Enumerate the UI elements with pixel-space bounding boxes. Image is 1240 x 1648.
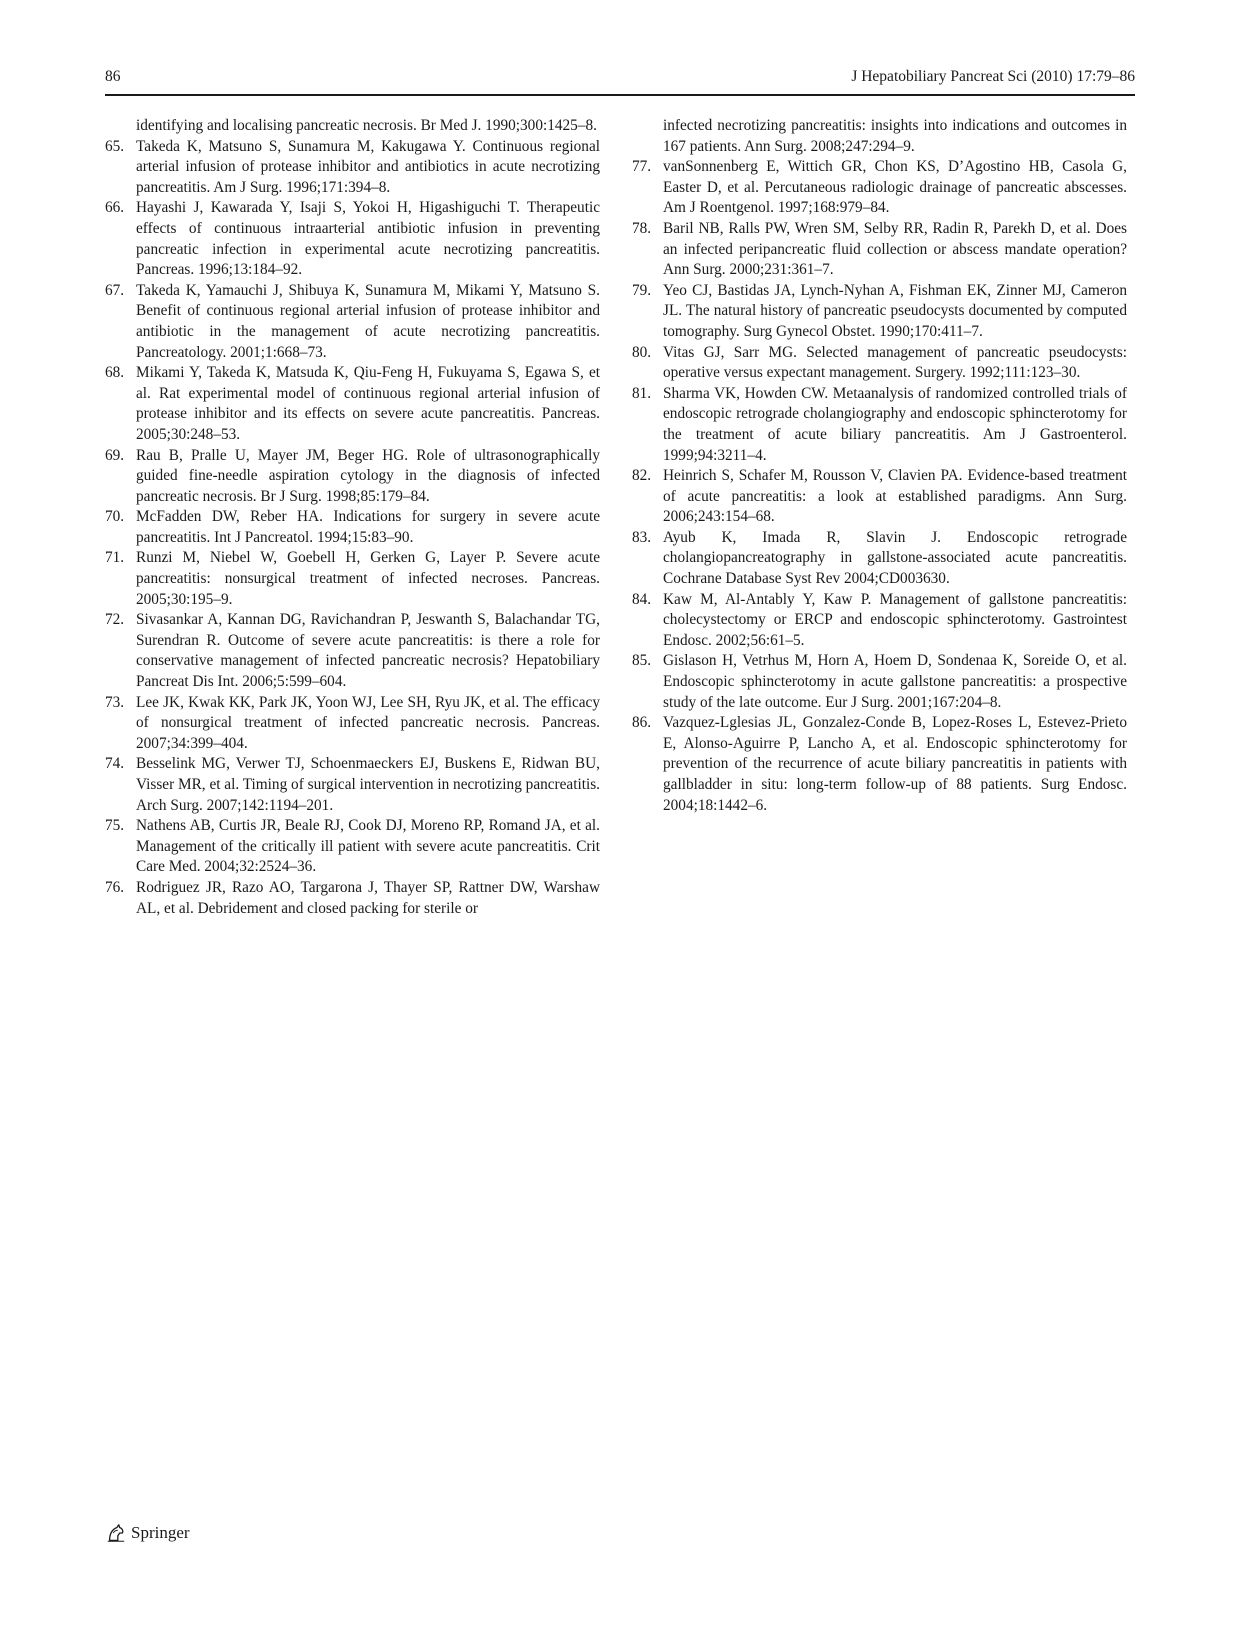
reference-column-left bbox=[105, 116, 600, 919]
reference-number: 85. bbox=[632, 652, 652, 670]
reference-item bbox=[632, 528, 1127, 590]
reference-item bbox=[105, 878, 600, 919]
reference-text: Lee JK, Kwak KK, Park JK, Yoon WJ, Lee SH, Ryu JK, et al. The efficacy of nonsurgical treatment of infected pancreatic necrosis. Pancreas. 2007;34:399–404. bbox=[136, 693, 600, 752]
reference-item bbox=[105, 816, 600, 878]
reference-number: 80. bbox=[632, 343, 652, 361]
reference-number: 70. bbox=[105, 508, 125, 526]
reference-number: 74. bbox=[105, 755, 125, 773]
springer-horse-icon bbox=[105, 1522, 127, 1544]
running-header bbox=[105, 66, 1135, 96]
reference-item bbox=[105, 198, 600, 280]
journal-citation: J Hepatobiliary Pancreat Sci (2010) 17:79–86 bbox=[851, 68, 1135, 85]
reference-item bbox=[632, 343, 1127, 384]
reference-text: Gislason H, Vetrhus M, Horn A, Hoem D, Sondenaa K, Soreide O, et al. Endoscopic sphincterotomy in acute gallstone pancreatitis: a prospective study of the late outcome. Eur J Surg. 2001;167:204–8. bbox=[663, 652, 1127, 711]
reference-text: Sharma VK, Howden CW. Metaanalysis of randomized controlled trials of endoscopic retrograde cholangiography and endoscopic sphincterotomy for the treatment of acute biliary pancreatitis. Am J Gastroenterol. 1999;94:3211–4. bbox=[663, 384, 1127, 464]
reference-number: 78. bbox=[632, 219, 652, 237]
reference-number: 75. bbox=[105, 817, 125, 835]
reference-number: 84. bbox=[632, 590, 652, 608]
reference-number: 66. bbox=[105, 199, 125, 217]
reference-item bbox=[105, 507, 600, 548]
reference-text: McFadden DW, Reber HA. Indications for surgery in severe acute pancreatitis. Int J Pancreatol. 1994;15:83–90. bbox=[136, 508, 600, 546]
publisher-footer bbox=[105, 1520, 190, 1546]
reference-text: Yeo CJ, Bastidas JA, Lynch-Nyhan A, Fishman EK, Zinner MJ, Cameron JL. The natural history of pancreatic pseudocysts documented by computed tomography. Surg Gynecol Obstet. 1990;170:411–7. bbox=[663, 281, 1127, 340]
reference-text: Vazquez-Lglesias JL, Gonzalez-Conde B, Lopez-Roses L, Estevez-Prieto E, Alonso-Aguirre P, Lancho A, et al. Endoscopic sphincterotomy for prevention of the recurrence of acute biliary pancreatitis in patients with gallbladder in situ: long-term follow-up of 88 patients. Surg Endosc. 2004;18:1442–6. bbox=[663, 714, 1127, 814]
reference-continuation: infected necrotizing pancreatitis: insights into indications and outcomes in 167 patients. Ann Surg. 2008;247:294–9. bbox=[663, 117, 1127, 155]
reference-number: 77. bbox=[632, 158, 652, 176]
reference-item bbox=[105, 363, 600, 445]
reference-text: Rodriguez JR, Razo AO, Targarona J, Thayer SP, Rattner DW, Warshaw AL, et al. Debridement and closed packing for sterile or bbox=[136, 878, 600, 917]
reference-list-right bbox=[632, 157, 1127, 816]
reference-text: Runzi M, Niebel W, Goebell H, Gerken G, Layer P. Severe acute pancreatitis: nonsurgical treatment of infected necroses. Pancreas. 2005;30:195–9. bbox=[136, 549, 600, 608]
reference-number: 82. bbox=[632, 467, 652, 485]
reference-item bbox=[632, 281, 1127, 343]
reference-item bbox=[632, 157, 1127, 219]
reference-number: 65. bbox=[105, 137, 125, 155]
reference-text: Ayub K, Imada R, Slavin J. Endoscopic retrograde cholangiopancreatography in gallstone-associated acute pancreatitis. Cochrane Database Syst Rev 2004;CD003630. bbox=[663, 528, 1127, 588]
reference-text: Baril NB, Ralls PW, Wren SM, Selby RR, Radin R, Parekh D, et al. Does an infected peripancreatic fluid collection or abscess mandate operation? Ann Surg. 2000;231:361–7. bbox=[663, 219, 1127, 279]
reference-number: 79. bbox=[632, 281, 652, 299]
reference-number: 83. bbox=[632, 528, 652, 546]
reference-text: vanSonnenberg E, Wittich GR, Chon KS, D’Agostino HB, Casola G, Easter D, et al. Percutaneous radiologic drainage of pancreatic abscesses. Am J Roentgenol. 1997;168:979–84. bbox=[663, 158, 1127, 217]
reference-list-left bbox=[105, 137, 600, 920]
reference-item bbox=[632, 651, 1127, 713]
reference-item bbox=[632, 384, 1127, 466]
reference-text: Sivasankar A, Kannan DG, Ravichandran P, Jeswanth S, Balachandar TG, Surendran R. Outcome of severe acute pancreatitis: is there a role for conservative management of infected pancreatic necrosis? Hepatobiliary Pancreat Dis Int. 2006;5:599–604. bbox=[136, 611, 600, 691]
reference-column-right bbox=[632, 116, 1127, 816]
reference-item bbox=[105, 446, 600, 508]
reference-text: Takeda K, Yamauchi J, Shibuya K, Sunamura M, Mikami Y, Matsuno S. Benefit of continuous regional arterial infusion of protease inhibitor and antibiotic in the management of acute necrotizing pancreatitis. Pancreatology. 2001;1:668–73. bbox=[136, 281, 600, 361]
reference-text: Vitas GJ, Sarr MG. Selected management of pancreatic pseudocysts: operative versus expectant management. Surgery. 1992;111:123–30. bbox=[663, 343, 1127, 382]
reference-number: 76. bbox=[105, 878, 125, 896]
page-number: 86 bbox=[105, 68, 121, 85]
reference-number: 67. bbox=[105, 281, 125, 299]
reference-item bbox=[105, 548, 600, 610]
reference-text: Heinrich S, Schafer M, Rousson V, Clavien PA. Evidence-based treatment of acute pancreatitis: a look at established paradigms. Ann Surg. 2006;243:154–68. bbox=[663, 467, 1127, 526]
reference-item bbox=[105, 137, 600, 199]
reference-item bbox=[105, 281, 600, 363]
reference-item bbox=[632, 219, 1127, 281]
reference-item bbox=[105, 754, 600, 816]
reference-item bbox=[632, 590, 1127, 652]
reference-text: Rau B, Pralle U, Mayer JM, Beger HG. Role of ultrasonographically guided fine-needle aspiration cytology in the diagnosis of infected pancreatic necrosis. Br J Surg. 1998;85:179–84. bbox=[136, 446, 600, 505]
reference-number: 86. bbox=[632, 714, 652, 732]
reference-number: 81. bbox=[632, 384, 652, 402]
reference-text: Kaw M, Al-Antably Y, Kaw P. Management of gallstone pancreatitis: cholecystectomy or ERCP and endoscopic sphincterotomy. Gastrointest Endosc. 2002;56:61–5. bbox=[663, 590, 1127, 649]
reference-number: 71. bbox=[105, 549, 125, 567]
reference-text: Mikami Y, Takeda K, Matsuda K, Qiu-Feng H, Fukuyama S, Egawa S, et al. Rat experimental model of continuous regional arterial infusion of protease inhibitor and its effects on severe acute pancreatitis. Pancreas. 2005;30:248–53. bbox=[136, 364, 600, 443]
reference-text: Nathens AB, Curtis JR, Beale RJ, Cook DJ, Moreno RP, Romand JA, et al. Management of the critically ill patient with severe acute pancreatitis. Crit Care Med. 2004;32:2524–36. bbox=[136, 817, 600, 876]
reference-item bbox=[105, 693, 600, 755]
publisher-name: Springer bbox=[131, 1523, 190, 1542]
reference-item bbox=[105, 610, 600, 692]
reference-number: 72. bbox=[105, 611, 125, 629]
reference-item bbox=[632, 466, 1127, 528]
reference-item bbox=[632, 713, 1127, 816]
reference-number: 69. bbox=[105, 446, 125, 464]
reference-continuation: identifying and localising pancreatic necrosis. Br Med J. 1990;300:1425–8. bbox=[136, 117, 597, 134]
reference-text: Hayashi J, Kawarada Y, Isaji S, Yokoi H, Higashiguchi T. Therapeutic effects of continuous intraarterial antibiotic infusion in preventing pancreatic infection in experimental acute necrotizing pancreatitis. Pancreas. 1996;13:184–92. bbox=[136, 199, 600, 279]
reference-text: Besselink MG, Verwer TJ, Schoenmaeckers EJ, Buskens E, Ridwan BU, Visser MR, et al. Timing of surgical intervention in necrotizing pancreatitis. Arch Surg. 2007;142:1194–201. bbox=[136, 755, 601, 814]
reference-number: 73. bbox=[105, 693, 125, 711]
reference-number: 68. bbox=[105, 364, 125, 382]
reference-text: Takeda K, Matsuno S, Sunamura M, Kakugawa Y. Continuous regional arterial infusion of protease inhibitor and antibiotics in acute necrotizing pancreatitis. Am J Surg. 1996;171:394–8. bbox=[136, 137, 600, 196]
